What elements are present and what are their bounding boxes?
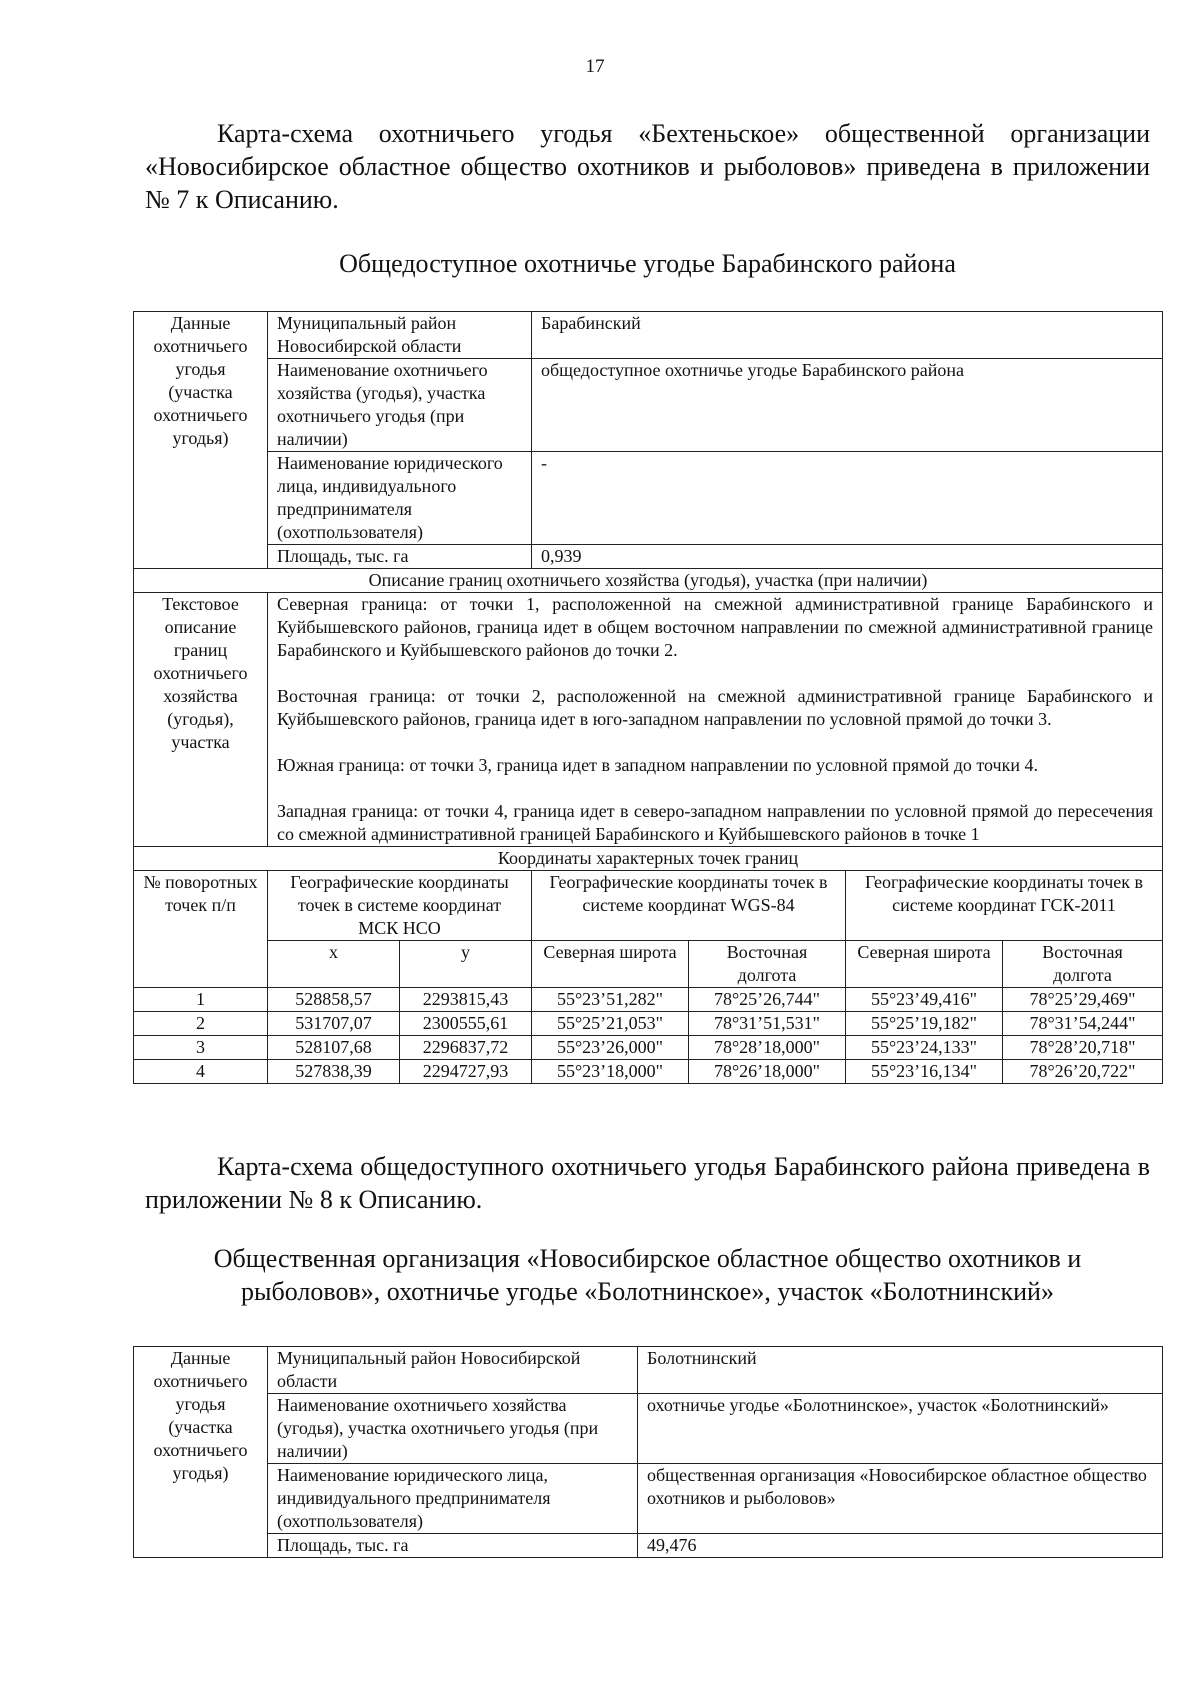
table-row <box>134 1060 1163 1084</box>
point-x: 528107,68 <box>268 1036 400 1060</box>
col-wgs-header: Географические координаты точек в системе координат WGS-84 <box>532 871 846 941</box>
table-row <box>134 1036 1163 1060</box>
row-label: Площадь, тыс. га <box>268 1534 638 1558</box>
point-wgs-lat: 55°23’26,000" <box>532 1036 689 1060</box>
point-gsk-lat: 55°25’19,182" <box>846 1012 1003 1036</box>
sub-y: y <box>400 941 532 988</box>
point-y: 2296837,72 <box>400 1036 532 1060</box>
point-y: 2300555,61 <box>400 1012 532 1036</box>
point-y: 2293815,43 <box>400 988 532 1012</box>
point-gsk-lon: 78°26’20,722" <box>1003 1060 1163 1084</box>
table-row <box>134 871 1163 941</box>
table-row <box>134 847 1163 871</box>
row-label: Муниципальный район Новосибирской области <box>268 312 532 359</box>
table-row <box>134 1534 1163 1558</box>
point-wgs-lat: 55°23’18,000" <box>532 1060 689 1084</box>
group-label: Данные охотничьего угодья (участка охотничьего угодья) <box>134 312 268 569</box>
row-value: 0,939 <box>532 545 1163 569</box>
sub-gsk-lat: Северная широта <box>846 941 1003 988</box>
row-label: Наименование юридического лица, индивидуального предпринимателя (охотпользователя) <box>268 1464 638 1534</box>
row-label: Муниципальный район Новосибирской области <box>268 1347 638 1394</box>
point-num: 1 <box>134 988 268 1012</box>
col-gsk-header: Географические координаты точек в системе координат ГСК-2011 <box>846 871 1163 941</box>
point-wgs-lon: 78°31’51,531" <box>689 1012 846 1036</box>
point-gsk-lon: 78°31’54,244" <box>1003 1012 1163 1036</box>
col-num-header: № поворотных точек п/п <box>134 871 268 988</box>
border-east: Восточная граница: от точки 2, расположенной на смежной административной границе Барабинского и Куйбышевского районов, граница идет в юго-западном направлении по условной прямой до точки 3. <box>277 686 1154 729</box>
point-x: 531707,07 <box>268 1012 400 1036</box>
row-label: Наименование охотничьего хозяйства (угодья), участка охотничьего угодья (при наличии) <box>268 1394 638 1464</box>
point-gsk-lat: 55°23’49,416" <box>846 988 1003 1012</box>
border-west: Западная граница: от точки 4, граница идет в северо-западном направлении по условной прямой до пересечения со смежной административной границей Барабинского и Куйбышевского районов в точке 1 <box>277 801 1154 844</box>
table-row <box>134 941 1163 988</box>
col-msk-header: Географические координаты точек в системе координат МСК НСО <box>268 871 532 941</box>
point-num: 3 <box>134 1036 268 1060</box>
borders-header: Описание границ охотничьего хозяйства (угодья), участка (при наличии) <box>134 569 1163 593</box>
sub-wgs-lon: Восточная долгота <box>689 941 846 988</box>
sub-gsk-lon: Восточная долгота <box>1003 941 1163 988</box>
section2-table <box>133 1346 1163 1558</box>
table-row <box>134 452 1163 545</box>
point-x: 527838,39 <box>268 1060 400 1084</box>
page-number: 17 <box>585 56 605 77</box>
table-row <box>134 1394 1163 1464</box>
row-value: общественная организация «Новосибирское областное общество охотников и рыболовов» <box>638 1464 1163 1534</box>
table-row <box>134 359 1163 452</box>
row-value: Барабинский <box>532 312 1163 359</box>
row-value: - <box>532 452 1163 545</box>
text-desc-label: Текстовое описание границ охотничьего хозяйства (угодья), участка <box>134 593 268 847</box>
border-south: Южная граница: от точки 3, граница идет в западном направлении по условной прямой до точки 4. <box>277 755 1038 775</box>
point-gsk-lat: 55°23’16,134" <box>846 1060 1003 1084</box>
point-y: 2294727,93 <box>400 1060 532 1084</box>
point-wgs-lat: 55°23’51,282" <box>532 988 689 1012</box>
row-label: Наименование юридического лица, индивидуального предпринимателя (охотпользователя) <box>268 452 532 545</box>
point-num: 2 <box>134 1012 268 1036</box>
table-row <box>134 988 1163 1012</box>
table-row <box>134 545 1163 569</box>
section2-heading: Общественная организация «Новосибирское областное общество охотников и рыболовов», охотничье угодье «Болотнинское», участок «Болотнинский» <box>213 1244 1082 1306</box>
intro-paragraph: Карта-схема охотничьего угодья «Бехтеньское» общественной организации «Новосибирское областное общество охотников и рыболовов» приведена в приложении № 7 к Описанию. <box>145 119 1150 214</box>
point-gsk-lat: 55°23’24,133" <box>846 1036 1003 1060</box>
point-gsk-lon: 78°25’29,469" <box>1003 988 1163 1012</box>
row-value: Болотнинский <box>638 1347 1163 1394</box>
coords-header: Координаты характерных точек границ <box>134 847 1163 871</box>
point-wgs-lon: 78°26’18,000" <box>689 1060 846 1084</box>
table-row <box>134 312 1163 359</box>
point-x: 528858,57 <box>268 988 400 1012</box>
sub-x: x <box>268 941 400 988</box>
point-wgs-lon: 78°28’18,000" <box>689 1036 846 1060</box>
section1-table <box>133 311 1163 1084</box>
row-value: 49,476 <box>638 1534 1163 1558</box>
table-row <box>134 1012 1163 1036</box>
row-label: Наименование охотничьего хозяйства (угодья), участка охотничьего угодья (при наличии) <box>268 359 532 452</box>
table-row <box>134 1347 1163 1394</box>
row-label: Площадь, тыс. га <box>268 545 532 569</box>
group-label: Данные охотничьего угодья (участка охотничьего угодья) <box>134 1347 268 1558</box>
section1-heading: Общедоступное охотничье угодье Барабинского района <box>339 249 956 278</box>
point-gsk-lon: 78°28’20,718" <box>1003 1036 1163 1060</box>
point-num: 4 <box>134 1060 268 1084</box>
row-value: общедоступное охотничье угодье Барабинского района <box>532 359 1163 452</box>
point-wgs-lon: 78°25’26,744" <box>689 988 846 1012</box>
point-wgs-lat: 55°25’21,053" <box>532 1012 689 1036</box>
table-row <box>134 593 1163 847</box>
table-row <box>134 569 1163 593</box>
border-north: Северная граница: от точки 1, расположенной на смежной административной границе Барабинского и Куйбышевского районов, граница идет в общем восточном направлении по смежной административной границе Барабинского и Куйбышевского районов до точки 2. <box>277 594 1154 660</box>
row-value: охотничье угодье «Болотнинское», участок «Болотнинский» <box>638 1394 1163 1464</box>
sub-wgs-lat: Северная широта <box>532 941 689 988</box>
borders-description <box>268 593 1163 847</box>
table-row <box>134 1464 1163 1534</box>
map-paragraph: Карта-схема общедоступного охотничьего угодья Барабинского района приведена в приложении № 8 к Описанию. <box>145 1152 1150 1214</box>
